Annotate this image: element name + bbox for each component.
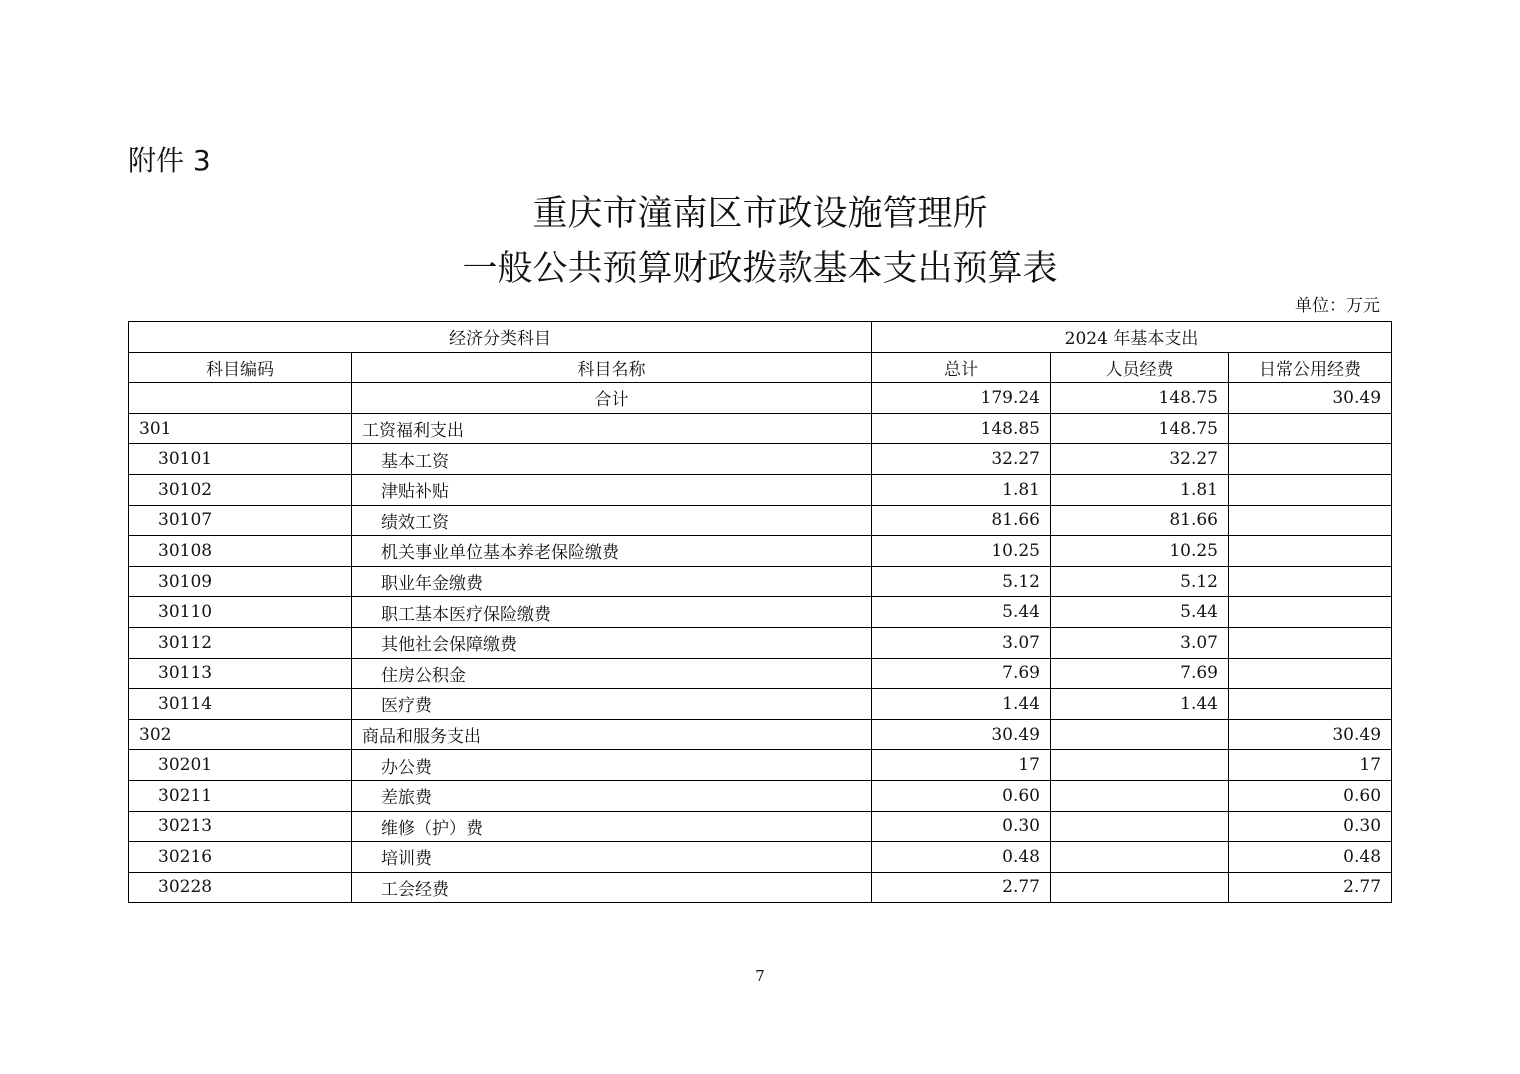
row-code: 30110 (129, 597, 352, 628)
table-row (129, 689, 1392, 720)
table-row (129, 536, 1392, 567)
row-total: 10.25 (872, 536, 1051, 567)
row-total: 3.07 (872, 627, 1051, 658)
column-header-personnel: 人员经费 (1051, 352, 1229, 383)
row-personnel: 10.25 (1051, 536, 1229, 567)
row-public (1229, 597, 1392, 628)
row-name: 商品和服务支出 (352, 719, 872, 750)
row-code: 30113 (129, 658, 352, 689)
row-code: 30213 (129, 811, 352, 842)
row-public (1229, 658, 1392, 689)
summary-code-cell (129, 383, 352, 414)
column-header-name: 科目名称 (352, 352, 872, 383)
row-personnel: 7.69 (1051, 658, 1229, 689)
row-personnel (1051, 811, 1229, 842)
unit-label: 单位：万元 (1295, 296, 1380, 316)
row-name: 职业年金缴费 (352, 566, 872, 597)
table-row (129, 627, 1392, 658)
table-row (129, 842, 1392, 873)
row-total: 81.66 (872, 505, 1051, 536)
row-public (1229, 689, 1392, 720)
table-row (129, 780, 1392, 811)
summary-label: 合计 (352, 383, 872, 414)
row-name: 住房公积金 (352, 658, 872, 689)
row-name: 工会经费 (352, 872, 872, 903)
table-row (129, 597, 1392, 628)
row-public (1229, 474, 1392, 505)
row-name: 其他社会保障缴费 (352, 627, 872, 658)
row-total: 30.49 (872, 719, 1051, 750)
row-public: 0.30 (1229, 811, 1392, 842)
row-code: 302 (129, 719, 352, 750)
row-total: 2.77 (872, 872, 1051, 903)
row-public (1229, 627, 1392, 658)
row-total: 1.81 (872, 474, 1051, 505)
table-row (129, 413, 1392, 444)
row-personnel (1051, 719, 1229, 750)
table-row (129, 566, 1392, 597)
row-total: 5.44 (872, 597, 1051, 628)
row-code: 30228 (129, 872, 352, 903)
row-public: 2.77 (1229, 872, 1392, 903)
row-total: 17 (872, 750, 1051, 781)
summary-public: 30.49 (1229, 383, 1392, 414)
document-title-line2: 一般公共预算财政拨款基本支出预算表 (462, 249, 1058, 289)
row-public: 0.48 (1229, 842, 1392, 873)
row-name: 办公费 (352, 750, 872, 781)
row-code: 30109 (129, 566, 352, 597)
table-row (129, 872, 1392, 903)
row-code: 30201 (129, 750, 352, 781)
summary-row (129, 383, 1392, 414)
row-name: 维修（护）费 (352, 811, 872, 842)
row-public (1229, 505, 1392, 536)
row-code: 30114 (129, 689, 352, 720)
row-personnel: 5.44 (1051, 597, 1229, 628)
row-public: 0.60 (1229, 780, 1392, 811)
row-name: 职工基本医疗保险缴费 (352, 597, 872, 628)
row-personnel: 3.07 (1051, 627, 1229, 658)
row-name: 医疗费 (352, 689, 872, 720)
column-header-code: 科目编码 (129, 352, 352, 383)
row-name: 机关事业单位基本养老保险缴费 (352, 536, 872, 567)
row-code: 30102 (129, 474, 352, 505)
column-header-total: 总计 (872, 352, 1051, 383)
row-name: 绩效工资 (352, 505, 872, 536)
row-personnel (1051, 842, 1229, 873)
table-row (129, 811, 1392, 842)
table-row (129, 719, 1392, 750)
row-code: 30101 (129, 444, 352, 475)
table-group-header-row (129, 322, 1392, 353)
row-public (1229, 536, 1392, 567)
row-name: 津贴补贴 (352, 474, 872, 505)
row-total: 0.48 (872, 842, 1051, 873)
group-header-basic-expenditure: 2024 年基本支出 (872, 322, 1392, 353)
row-code: 30112 (129, 627, 352, 658)
row-personnel: 1.81 (1051, 474, 1229, 505)
row-code: 30108 (129, 536, 352, 567)
attachment-label: 附件 3 (128, 144, 211, 177)
row-public: 17 (1229, 750, 1392, 781)
row-total: 0.60 (872, 780, 1051, 811)
row-code: 30107 (129, 505, 352, 536)
row-name: 培训费 (352, 842, 872, 873)
budget-table (128, 321, 1392, 903)
row-personnel: 148.75 (1051, 413, 1229, 444)
row-code: 30216 (129, 842, 352, 873)
row-code: 30211 (129, 780, 352, 811)
column-header-public: 日常公用经费 (1229, 352, 1392, 383)
table-row (129, 474, 1392, 505)
row-public (1229, 566, 1392, 597)
table-row (129, 658, 1392, 689)
row-total: 0.30 (872, 811, 1051, 842)
summary-personnel: 148.75 (1051, 383, 1229, 414)
table-row (129, 750, 1392, 781)
row-total: 32.27 (872, 444, 1051, 475)
row-personnel (1051, 872, 1229, 903)
group-header-economic-class: 经济分类科目 (129, 322, 872, 353)
document-title-line1: 重庆市潼南区市政设施管理所 (532, 194, 988, 234)
row-personnel (1051, 780, 1229, 811)
table-row (129, 444, 1392, 475)
row-total: 5.12 (872, 566, 1051, 597)
row-personnel: 5.12 (1051, 566, 1229, 597)
row-public (1229, 444, 1392, 475)
row-personnel (1051, 750, 1229, 781)
row-personnel: 81.66 (1051, 505, 1229, 536)
row-total: 7.69 (872, 658, 1051, 689)
row-total: 1.44 (872, 689, 1051, 720)
row-personnel: 1.44 (1051, 689, 1229, 720)
row-public: 30.49 (1229, 719, 1392, 750)
row-personnel: 32.27 (1051, 444, 1229, 475)
row-name: 基本工资 (352, 444, 872, 475)
page-number: 7 (755, 967, 765, 985)
table-column-header-row (129, 352, 1392, 383)
row-name: 差旅费 (352, 780, 872, 811)
table-row (129, 505, 1392, 536)
row-public (1229, 413, 1392, 444)
row-name: 工资福利支出 (352, 413, 872, 444)
row-code: 301 (129, 413, 352, 444)
row-total: 148.85 (872, 413, 1051, 444)
summary-total: 179.24 (872, 383, 1051, 414)
